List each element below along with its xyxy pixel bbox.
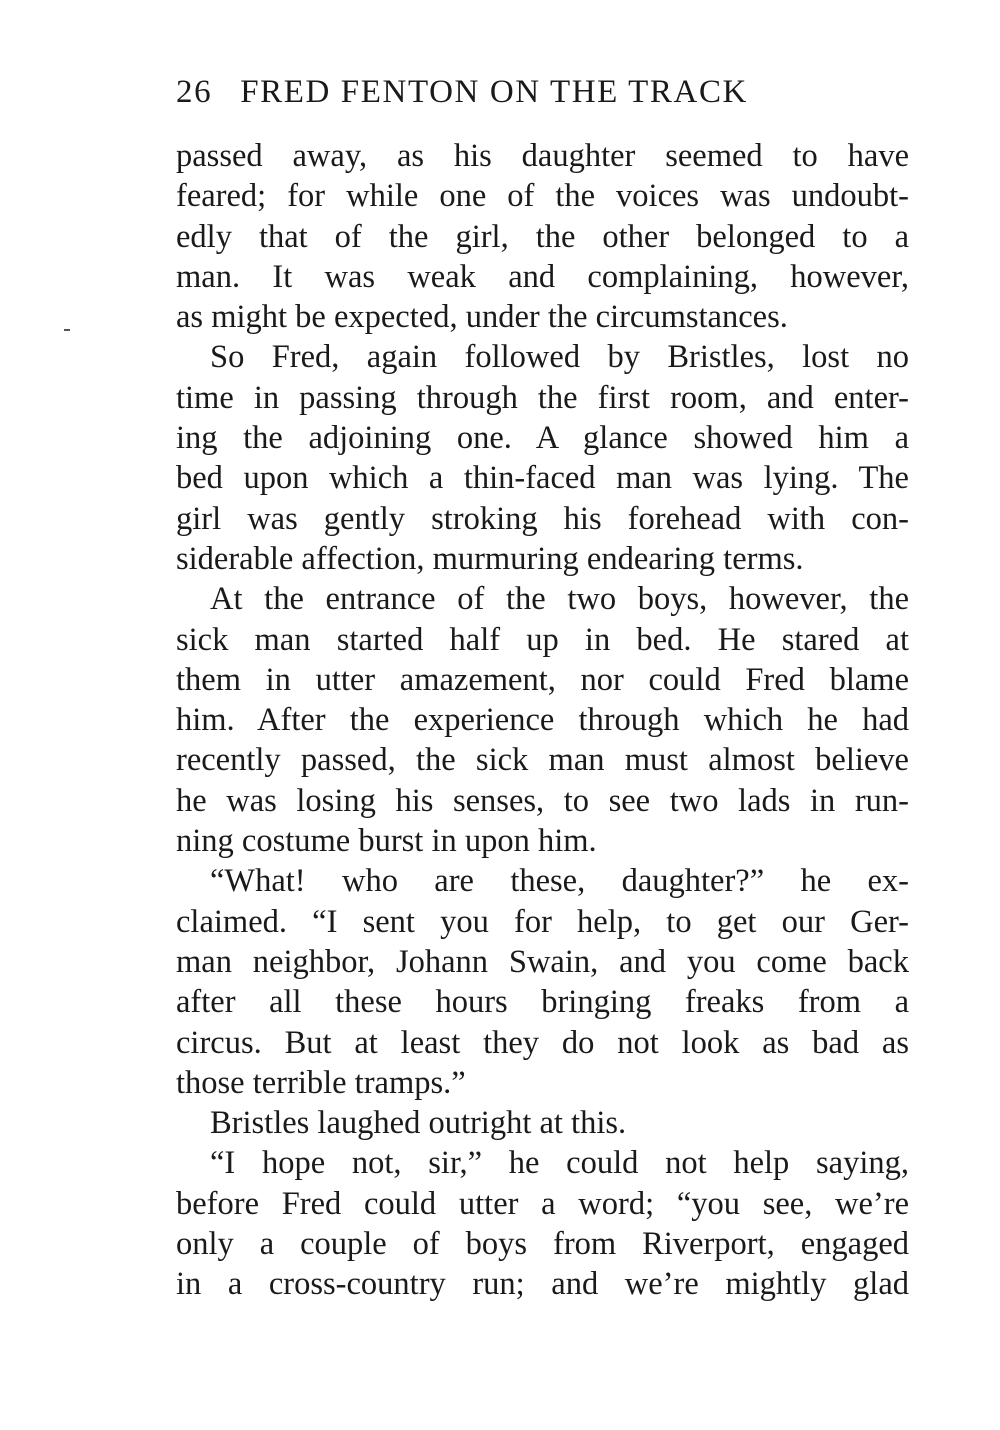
text-line: claimed. “I sent you for help, to get our Ger- bbox=[176, 903, 909, 940]
text-line: as might be expected, under the circumstances. bbox=[176, 299, 788, 336]
text-line: So Fred, again followed by Bristles, lost no bbox=[210, 339, 909, 376]
text-line: those terrible tramps.” bbox=[176, 1064, 466, 1101]
text-line: circus. But at least they do not look as bad as bbox=[176, 1024, 909, 1061]
running-title: FRED FENTON ON THE TRACK bbox=[240, 74, 748, 110]
text-line: “I hope not, sir,” he could not help saying, bbox=[210, 1145, 909, 1182]
text-line: man neighbor, Johann Swain, and you come back bbox=[176, 943, 909, 980]
text-line: after all these hours bringing freaks from a bbox=[176, 984, 909, 1021]
text-line: man. It was weak and complaining, however, bbox=[176, 258, 909, 295]
text-line: time in passing through the first room, and enter- bbox=[176, 379, 909, 416]
text-line: in a cross-country run; and we’re mightly glad bbox=[176, 1266, 909, 1303]
text-line: only a couple of boys from Riverport, engaged bbox=[176, 1226, 909, 1263]
page-number: 26 bbox=[176, 74, 213, 110]
text-line: passed away, as his daughter seemed to have bbox=[176, 138, 909, 174]
margin-mark bbox=[64, 329, 70, 331]
text-line: bed upon which a thin-faced man was lying. The bbox=[176, 460, 909, 497]
text-line: edly that of the girl, the other belonged to a bbox=[176, 218, 909, 255]
text-line: “What! who are these, daughter?” he ex- bbox=[210, 863, 909, 900]
text-line: before Fred could utter a word; “you see, we’re bbox=[176, 1185, 909, 1222]
body-text bbox=[176, 136, 909, 1305]
text-line: ing the adjoining one. A glance showed him a bbox=[176, 420, 909, 457]
text-line: girl was gently stroking his forehead with con- bbox=[176, 500, 909, 537]
text-line: ning costume burst in upon him. bbox=[176, 823, 597, 860]
text-line: feared; for while one of the voices was undoubt- bbox=[176, 178, 909, 215]
text-line: he was losing his senses, to see two lads in run- bbox=[176, 782, 909, 819]
text-line: recently passed, the sick man must almost believe bbox=[176, 742, 909, 779]
text-line: him. After the experience through which he had bbox=[176, 702, 909, 739]
text-line: Bristles laughed outright at this. bbox=[210, 1105, 627, 1142]
text-line: sick man started half up in bed. He stared at bbox=[176, 621, 909, 658]
text-line: At the entrance of the two boys, however, the bbox=[210, 581, 909, 618]
text-line: siderable affection, murmuring endearing terms. bbox=[176, 540, 804, 577]
running-head bbox=[176, 70, 910, 114]
text-line: them in utter amazement, nor could Fred blame bbox=[176, 661, 909, 698]
